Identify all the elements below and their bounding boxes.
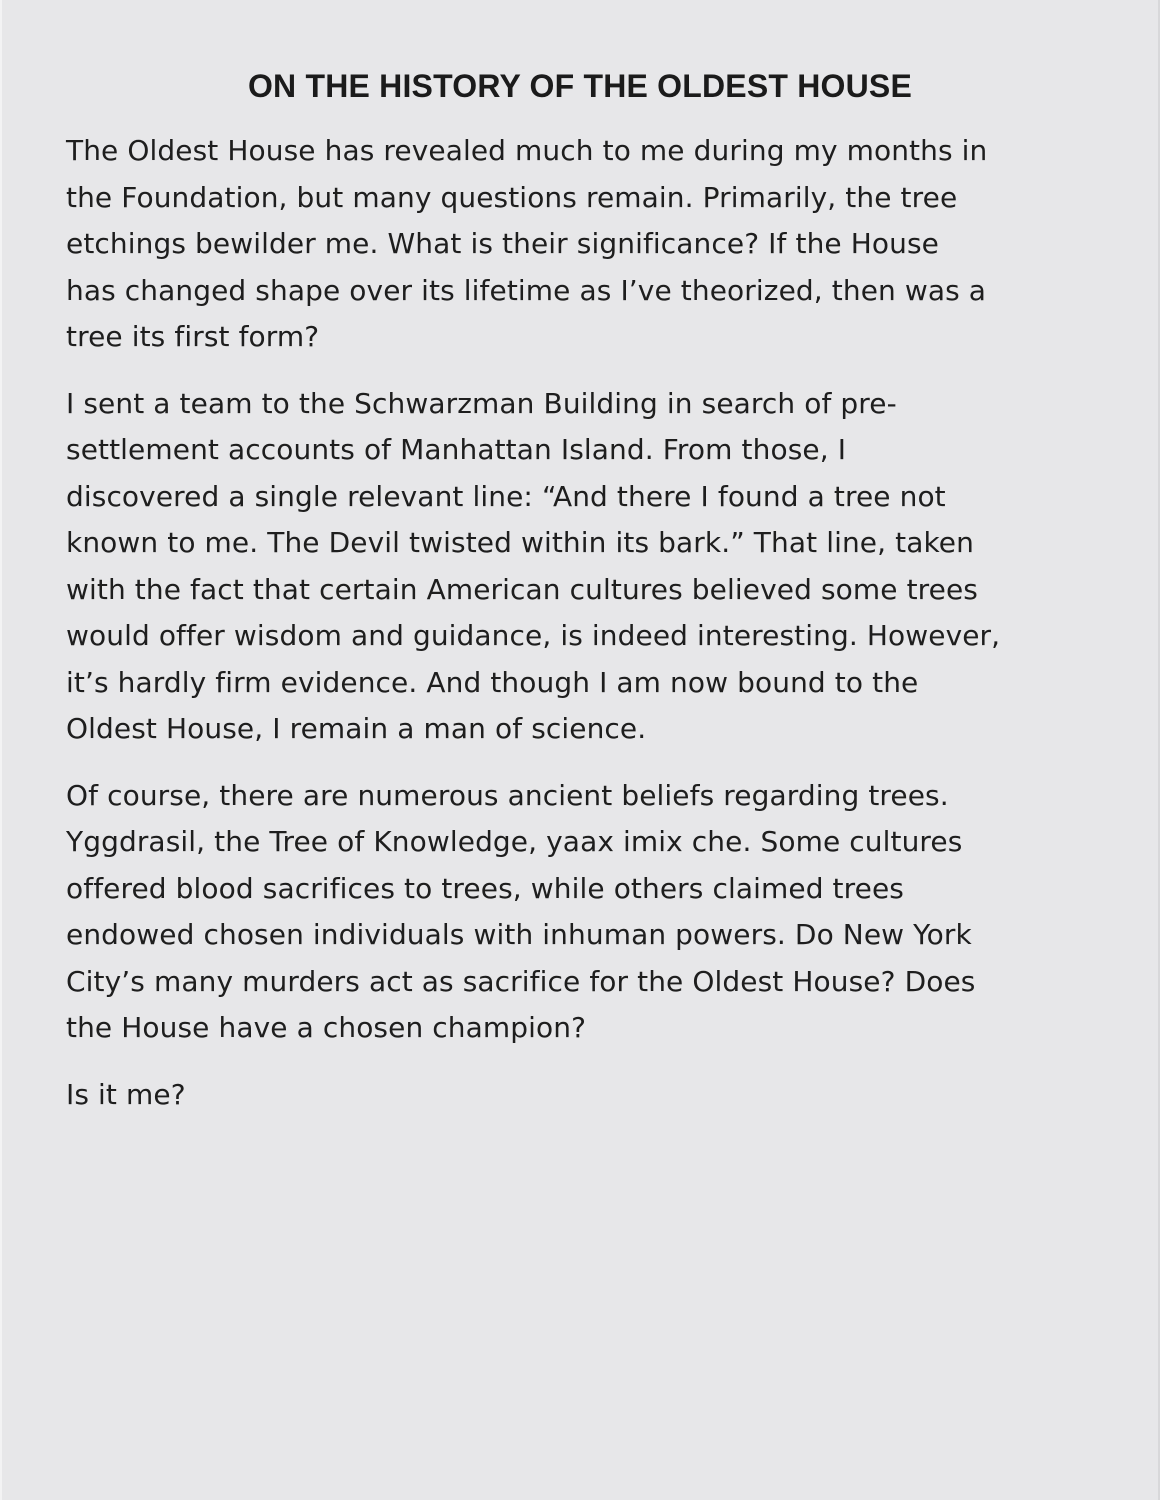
- paragraph-3: Of course, there are numerous ancient beliefs regarding trees. Yggdrasil, the Tree of Knowledge, yaax imix che. Some cultures offered blood sacrifices to trees, while others claimed trees endowed chosen individuals with inhuman powers. Do New York City’s many murders act as sacrifice for the Oldest House? Does the House have a chosen champion?: [66, 778, 976, 1044]
- document-title: ON THE HISTORY OF THE OLDEST HOUSE: [247, 68, 913, 104]
- paragraph-4: Is it me?: [66, 1077, 186, 1111]
- paragraph-2: I sent a team to the Schwarzman Building in search of pre- settlement accounts of Manhattan Island. From those, I discovered a single relevant line: “And there I found a tree not known to me. The Devil twisted within its bark.” That line, taken with the fact that certain American cultures believed some trees would offer wisdom and guidance, is indeed interesting. However, it’s hardly firm evidence. And though I am now bound to the Oldest House, I remain a man of science.: [66, 386, 1001, 745]
- paragraph-1: The Oldest House has revealed much to me during my months in the Foundation, but many questions remain. Primarily, the tree etchings bewilder me. What is their significance? If the House has changed shape over its lifetime as I’ve theorized, then was a tree its first form?: [66, 134, 988, 353]
